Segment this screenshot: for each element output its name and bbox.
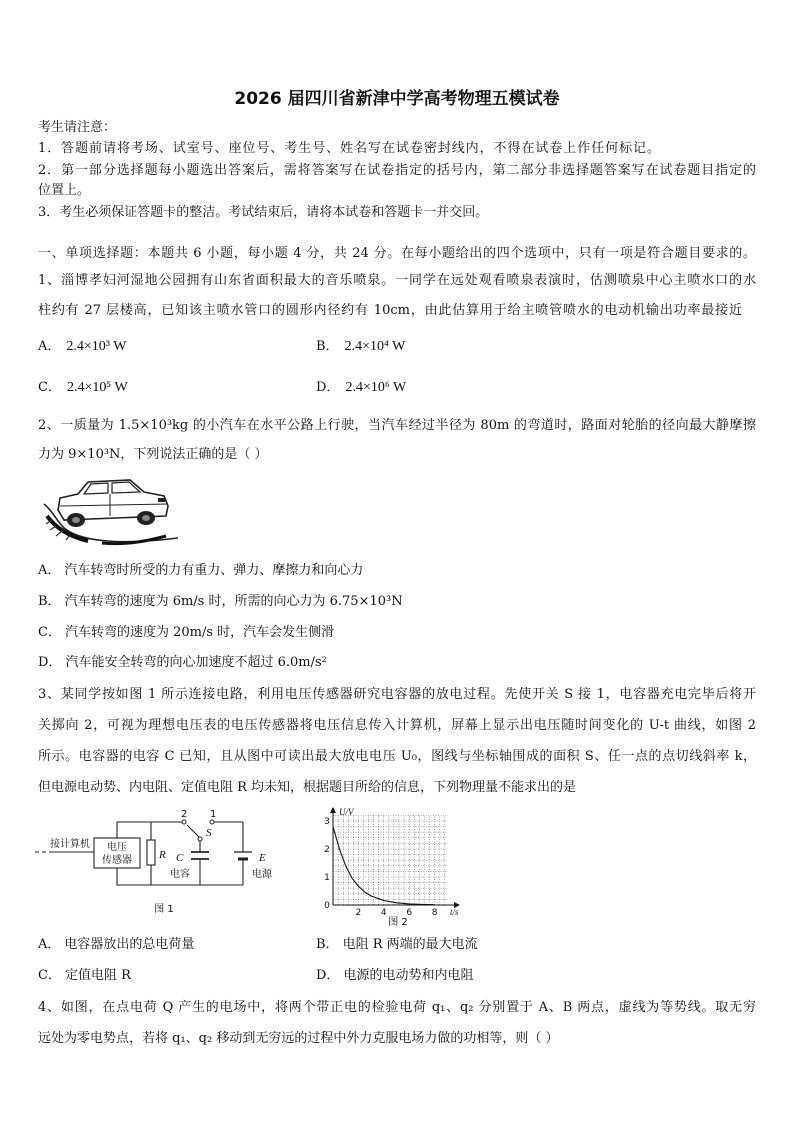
- capacitor-name: 电容: [170, 869, 190, 880]
- question-1-option-c: [38, 379, 128, 397]
- x-axis-label: t/s: [450, 907, 459, 917]
- option-text: 电阻 R 两端的最大电流: [342, 937, 478, 952]
- question-3-stem: 但电源电动势、内电阻、定值电阻 R 均未知，根据题目所给的信息，下列物理量不能求出的是: [38, 780, 577, 795]
- contact-2-label: 2: [181, 809, 188, 820]
- option-label: C．: [38, 380, 61, 395]
- question-1-stem: 柱约有 27 层楼高，已知该主喷水管口的圆形内径约有 10cm，由此估算用于给主喷管喷水的电动机输出功率最接近: [38, 303, 742, 318]
- resistor-label: R: [159, 849, 166, 861]
- option-text: 汽车转弯时所受的力有重力、弹力、摩擦力和向心力: [64, 563, 364, 578]
- exam-title: 2026 届四川省新津中学高考物理五模试卷: [234, 89, 560, 109]
- option-text: 电源的电动势和内电阻: [343, 968, 474, 983]
- option-text: 汽车转弯的速度为 20m/s 时，汽车会发生侧滑: [64, 625, 335, 640]
- y-tick-label: 1: [324, 873, 330, 883]
- switch-arm: [187, 825, 199, 837]
- question-4-stem: 远处为零电势点，若将 q₁、q₂ 移动到无穷远的过程中外力克服电场力做的功相等，则（ ）: [38, 1031, 559, 1046]
- source-name: 电源: [252, 869, 272, 880]
- question-3-option-a: [38, 936, 194, 954]
- question-2-option-b: [38, 593, 403, 611]
- section-heading: 一、单项选择题：本题共 6 小题，每小题 4 分，共 24 分。在每小题给出的四个选项中，只有一项是符合题目要求的。: [38, 246, 756, 261]
- option-value: 2.4×10³ W: [66, 339, 127, 354]
- option-text: 定值电阻 R: [64, 968, 131, 983]
- contact-1-label: 1: [210, 809, 217, 820]
- option-label: B．: [316, 937, 339, 952]
- option-label: A．: [38, 339, 61, 354]
- notice-line: 2．第一部分选择题每小题选出答案后，需将答案写在试卷指定的括号内，第二部分非选择题答案写在试卷题目指定的: [38, 163, 756, 178]
- option-label: C．: [38, 968, 61, 983]
- sensor-label: 电压: [107, 842, 127, 853]
- y-tick-label: 3: [324, 817, 330, 827]
- question-1-stem: 1、淄博孝妇河湿地公园拥有山东省面积最大的音乐喷泉。一同学在远处观看喷泉表演时，估测喷泉中心主喷水口的水: [38, 273, 756, 288]
- computer-label: 接计算机: [50, 839, 90, 850]
- notice-line: 3．考生必须保证答题卡的整洁。考试结束后，请将本试卷和答题卡一并交回。: [38, 205, 489, 220]
- option-label: B．: [38, 594, 61, 609]
- x-tick-label: 4: [380, 908, 387, 918]
- switch-contact-2: [182, 820, 186, 824]
- question-2-option-a: [38, 562, 363, 580]
- question-3-stem: 关掷向 2，可视为理想电压表的电压传感器将电压信息传入计算机，屏幕上显示出电压随时间变化的 U-t 曲线，如图 2: [38, 718, 756, 733]
- figure-2-caption: 图 2: [388, 917, 408, 928]
- notice-line: 位置上。: [38, 183, 91, 198]
- origin-label: 0: [324, 901, 330, 911]
- option-value: 2.4×10⁵ W: [66, 380, 128, 395]
- y-tick-label: 2: [324, 845, 330, 855]
- question-2-stem: 力为 9×10³N，下列说法正确的是（ ）: [38, 447, 268, 462]
- question-1-option-b: [316, 338, 405, 356]
- source-label: E: [259, 852, 266, 864]
- graph-grid: [333, 815, 447, 905]
- question-1-option-a: [38, 338, 126, 356]
- notice-heading: 考生请注意：: [38, 120, 117, 135]
- question-3-option-c: [38, 967, 131, 985]
- car-on-curve-figure: [44, 476, 180, 548]
- sensor-label: 传感器: [102, 855, 132, 866]
- circuit-diagram-figure-1: [30, 806, 280, 918]
- y-axis-label: U/V: [339, 807, 354, 817]
- option-label: D．: [38, 655, 62, 670]
- option-label: B．: [316, 339, 339, 354]
- question-3-stem: 所示。电容器的电容 C 已知，且从图中可读出最大放电电压 U₀，图线与坐标轴围成的面积 S、任一点的点切线斜率 k，: [38, 749, 756, 764]
- capacitor-label: C: [176, 852, 184, 864]
- option-label: C．: [38, 625, 61, 640]
- question-2-option-c: [38, 624, 334, 642]
- option-label: D．: [316, 380, 340, 395]
- switch-contact-1: [210, 820, 214, 824]
- question-3-stem: 3、某同学按如图 1 所示连接电路，利用电压传感器研究电容器的放电过程。先使开关 S 接 1，电容器充电完毕后将开: [38, 687, 756, 702]
- option-label: A．: [38, 937, 61, 952]
- question-4-stem: 4、如图，在点电荷 Q 产生的电场中，将两个带正电的检验电荷 q₁、q₂ 分别置于 A、B 两点，虚线为等势线。取无穷: [38, 1000, 756, 1015]
- question-1-option-d: [316, 379, 406, 397]
- option-label: D．: [316, 968, 340, 983]
- question-2-stem: 2、一质量为 1.5×10³kg 的小汽车在水平公路上行驶，当汽车经过半径为 80m 的弯道时，路面对轮胎的径向最大静摩擦: [38, 418, 756, 433]
- resistor-symbol: [147, 840, 155, 865]
- option-text: 汽车转弯的速度为 6m/s 时，所需的向心力为 6.75×10³N: [64, 594, 403, 609]
- x-tick-label: 6: [406, 908, 413, 918]
- figure-1-caption: 图 1: [154, 904, 174, 915]
- option-value: 2.4×10⁶ W: [345, 380, 407, 395]
- option-value: 2.4×10⁴ W: [344, 339, 406, 354]
- switch-label: S: [206, 827, 212, 839]
- option-text: 汽车能安全转弯的向心加速度不超过 6.0m/s²: [65, 655, 327, 670]
- switch-pivot: [198, 837, 202, 841]
- notice-line: 1．答题前请将考场、试室号、座位号、考生号、姓名写在试卷密封线内，不得在试卷上作任何标记。: [38, 141, 660, 156]
- question-2-option-d: [38, 654, 327, 672]
- question-3-option-b: [316, 936, 478, 954]
- x-tick-label: 8: [431, 908, 438, 918]
- option-text: 电容器放出的总电荷量: [64, 937, 195, 952]
- y-axis-arrow: [330, 807, 336, 813]
- x-tick-label: 2: [355, 908, 362, 918]
- u-t-graph-figure-2: [318, 804, 468, 929]
- question-3-option-d: [316, 967, 473, 985]
- option-label: A．: [38, 563, 61, 578]
